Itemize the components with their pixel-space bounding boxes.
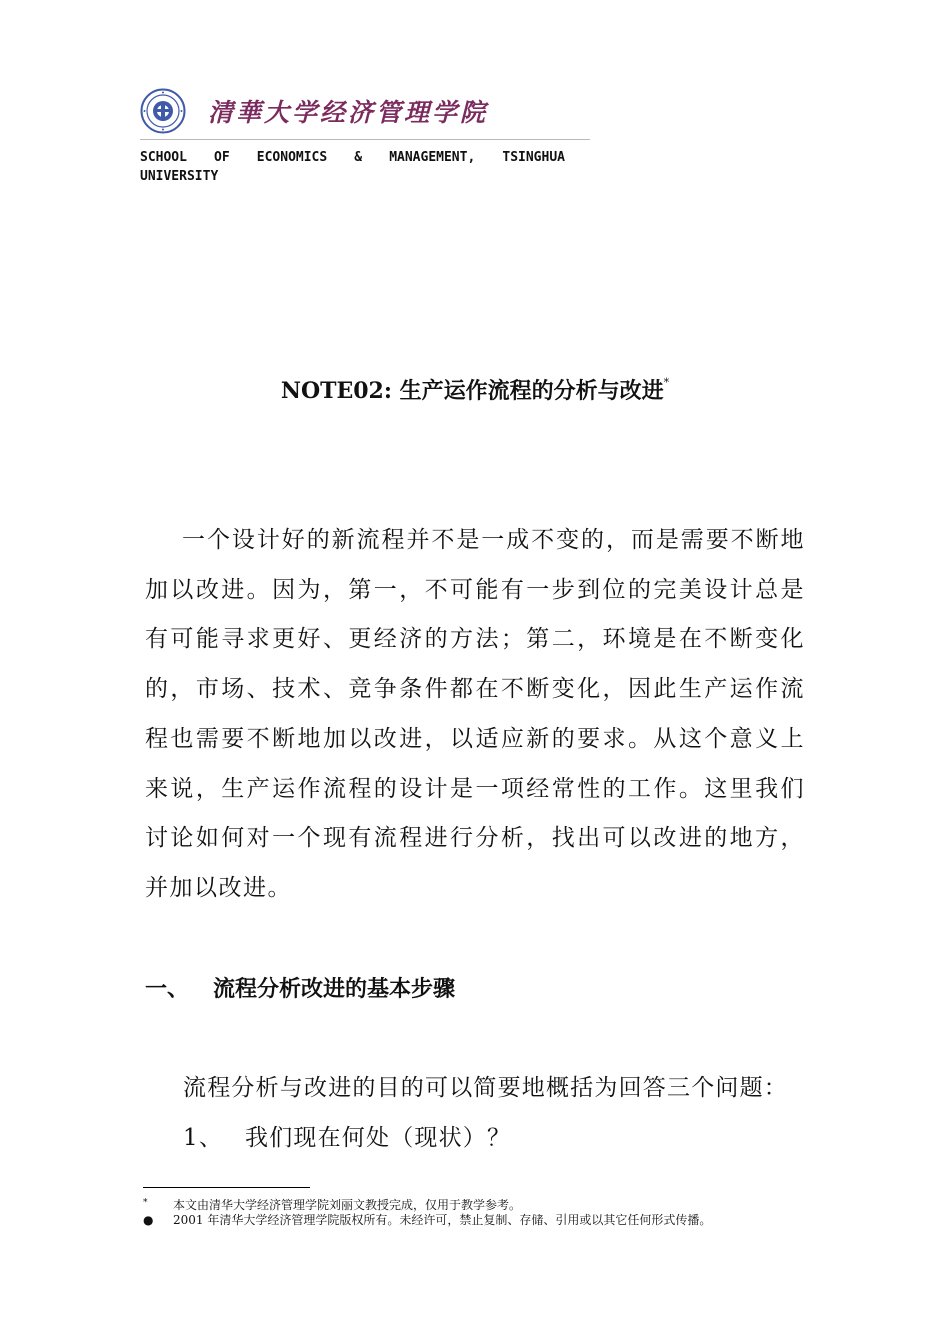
intro-paragraph: 一个设计好的新流程并不是一成不变的，而是需要不断地加以改进。因为，第一，不可能有一步到位的完美设计总是有可能寻求更好、更经济的方法；第二，环境是在不断变化的，市场、技术、竞争条件都在不断变化，因此生产运作流程也需要不断地加以改进，以适应新的要求。从这个意义上来说，生产运作流程的设计是一项经常性的工作。这里我们讨论如何对一个现有流程进行分析，找出可以改进的地方，并加以改进。	[145, 527, 805, 901]
footnote-text: 本文由清华大学经济管理学院刘丽文教授完成，仅用于教学参考。	[173, 1198, 522, 1212]
section-heading	[145, 972, 455, 1003]
university-seal-icon	[140, 88, 186, 134]
section-lead-paragraph: 流程分析与改进的目的可以简要地概括为回答三个问题：	[183, 1075, 788, 1101]
bullet-icon: ●	[143, 1213, 154, 1227]
institution-name-line2: UNIVERSITY	[140, 169, 219, 184]
footnote-copyright	[143, 1212, 711, 1229]
question-item	[183, 1120, 511, 1156]
title-footnote-marker: *	[663, 376, 670, 389]
institution-name-line1: SCHOOL OF ECONOMICS & MANAGEMENT, TSINGHUA	[140, 150, 565, 165]
school-logo-text: 清華大学经济管理学院	[208, 98, 489, 127]
question-number: 1、	[183, 1125, 224, 1151]
section-number: 一、	[145, 977, 190, 1002]
footnote-text: 2001 年清华大学经济管理学院版权所有。未经许可，禁止复制、存储、引用或以其它任何形式传播。	[173, 1213, 712, 1227]
header-logo	[140, 86, 488, 136]
document-title	[0, 374, 950, 405]
note-title-text: 生产运作流程的分析与改进	[399, 379, 664, 404]
footnote-marker: *	[143, 1198, 148, 1208]
header-divider	[140, 139, 590, 140]
footnote-divider	[143, 1187, 310, 1188]
question-text: 我们现在何处（现状）？	[245, 1125, 512, 1151]
note-code: NOTE02:	[280, 378, 392, 404]
section-title: 流程分析改进的基本步骤	[213, 977, 456, 1002]
